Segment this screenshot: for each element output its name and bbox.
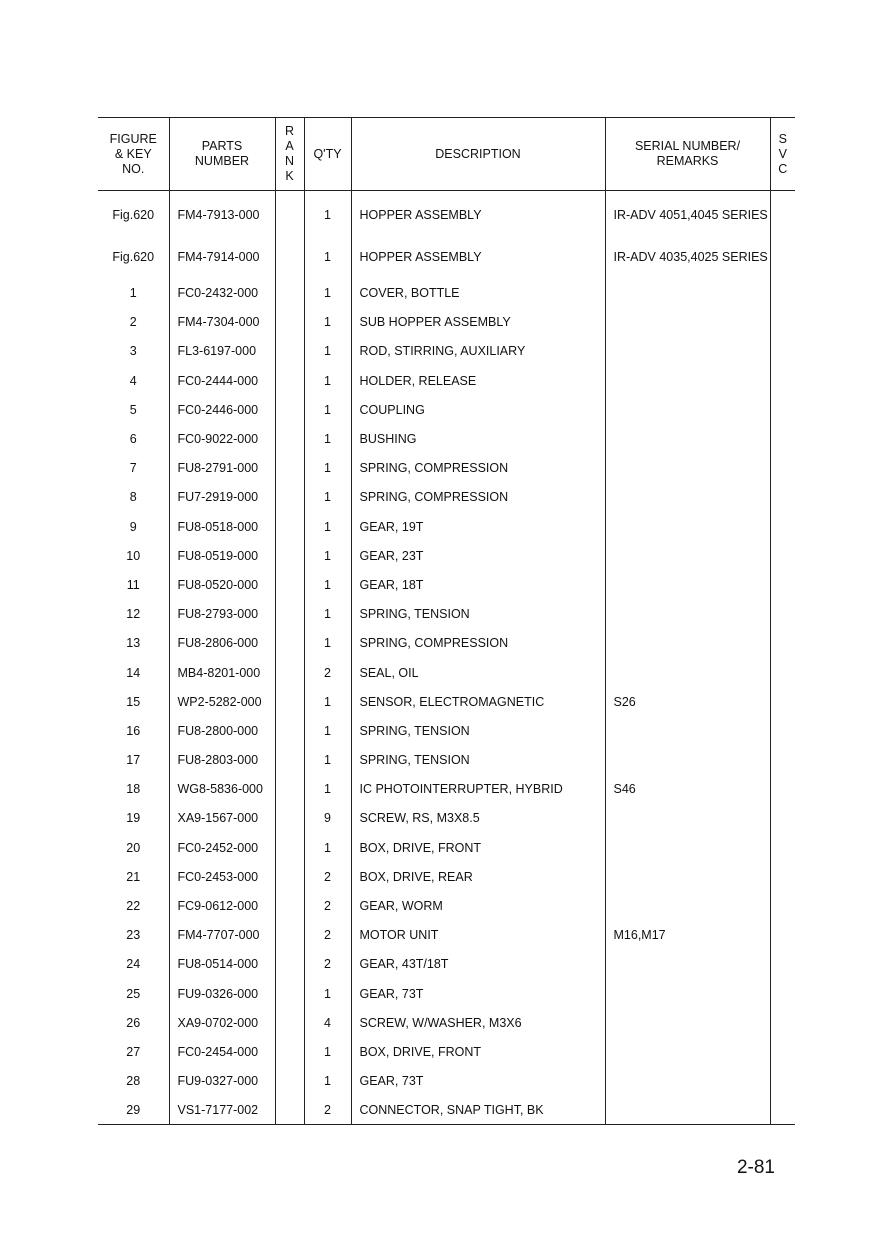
remarks-cell [605, 804, 770, 833]
figure-key-cell: 7 [129, 461, 137, 476]
remarks-cell [605, 483, 770, 512]
description-cell: SPRING, TENSION [351, 746, 605, 775]
header-rank: R A N K [275, 118, 304, 191]
description-cell: HOPPER ASSEMBLY [351, 235, 605, 279]
svc-cell [770, 921, 795, 950]
parts-table [98, 117, 795, 1125]
description-cell: GEAR, WORM [351, 891, 605, 920]
description-cell: BUSHING [351, 424, 605, 453]
part-number-cell: FU8-2793-000 [169, 600, 275, 629]
figure-key-cell: 18 [126, 782, 141, 797]
part-number-cell: FC9-0612-000 [169, 891, 275, 920]
figure-key-cell: 5 [129, 402, 137, 417]
svc-cell [770, 1037, 795, 1066]
figure-key-cell: 17 [126, 753, 141, 768]
rank-cell [275, 1096, 304, 1125]
quantity-cell: 4 [304, 1008, 351, 1037]
table-row [98, 862, 795, 891]
rank-cell [275, 600, 304, 629]
quantity-cell: 1 [304, 716, 351, 745]
description-cell: COVER, BOTTLE [351, 279, 605, 308]
rank-cell [275, 921, 304, 950]
figure-key-cell: 27 [126, 1044, 141, 1059]
rank-cell [275, 337, 304, 366]
figure-key-cell: 28 [126, 1074, 141, 1089]
rank-cell [275, 424, 304, 453]
description-cell: MOTOR UNIT [351, 921, 605, 950]
rank-cell [275, 395, 304, 424]
svc-cell [770, 279, 795, 308]
part-number-cell: MB4-8201-000 [169, 658, 275, 687]
rank-cell [275, 804, 304, 833]
svc-cell [770, 862, 795, 891]
quantity-cell: 1 [304, 687, 351, 716]
table-row [98, 395, 795, 424]
figure-key-cell: 20 [126, 840, 141, 855]
quantity-cell: 1 [304, 366, 351, 395]
remarks-cell [605, 366, 770, 395]
header-qty: Q'TY [304, 118, 351, 191]
table-row [98, 950, 795, 979]
svc-cell [770, 658, 795, 687]
description-cell: GEAR, 18T [351, 570, 605, 599]
remarks-cell [605, 950, 770, 979]
figure-key-cell: 13 [126, 636, 141, 651]
description-cell: GEAR, 73T [351, 1067, 605, 1096]
part-number-cell: FU8-0520-000 [169, 570, 275, 599]
description-cell: GEAR, 73T [351, 979, 605, 1008]
quantity-cell: 1 [304, 191, 351, 235]
table-row [98, 366, 795, 395]
part-number-cell: FC0-2453-000 [169, 862, 275, 891]
quantity-cell: 1 [304, 454, 351, 483]
rank-cell [275, 979, 304, 1008]
figure-key-cell: 6 [129, 432, 137, 447]
part-number-cell: WP2-5282-000 [169, 687, 275, 716]
svc-cell [770, 424, 795, 453]
table-row [98, 746, 795, 775]
table-row [98, 629, 795, 658]
description-cell: SCREW, W/WASHER, M3X6 [351, 1008, 605, 1037]
remarks-cell: M16,M17 [605, 921, 770, 950]
table-row [98, 658, 795, 687]
part-number-cell: FM4-7914-000 [169, 235, 275, 279]
rank-cell [275, 950, 304, 979]
figure-key-cell: 24 [126, 957, 141, 972]
rank-cell [275, 308, 304, 337]
remarks-cell [605, 979, 770, 1008]
quantity-cell: 1 [304, 424, 351, 453]
description-cell: COUPLING [351, 395, 605, 424]
svc-cell [770, 395, 795, 424]
quantity-cell: 1 [304, 1037, 351, 1066]
table-row [98, 191, 795, 235]
description-cell: SPRING, COMPRESSION [351, 454, 605, 483]
rank-cell [275, 235, 304, 279]
table-row [98, 308, 795, 337]
part-number-cell: FC0-2454-000 [169, 1037, 275, 1066]
part-number-cell: VS1-7177-002 [169, 1096, 275, 1125]
quantity-cell: 2 [304, 1096, 351, 1125]
svc-cell [770, 979, 795, 1008]
part-number-cell: XA9-0702-000 [169, 1008, 275, 1037]
header-serial-remarks: SERIAL NUMBER/ REMARKS [605, 118, 770, 191]
svc-cell [770, 746, 795, 775]
rank-cell [275, 541, 304, 570]
description-cell: SPRING, TENSION [351, 600, 605, 629]
description-cell: IC PHOTOINTERRUPTER, HYBRID [351, 775, 605, 804]
part-number-cell: FU8-2806-000 [169, 629, 275, 658]
description-cell: SUB HOPPER ASSEMBLY [351, 308, 605, 337]
figure-key-cell: 9 [129, 519, 137, 534]
figure-key-cell: 15 [126, 694, 141, 709]
svc-cell [770, 716, 795, 745]
figure-key-cell: 25 [126, 986, 141, 1001]
remarks-cell: S26 [605, 687, 770, 716]
table-row [98, 424, 795, 453]
remarks-cell: IR-ADV 4051,4045 SERIES [605, 191, 770, 235]
table-row [98, 804, 795, 833]
figure-key-cell: 1 [129, 286, 137, 301]
quantity-cell: 1 [304, 775, 351, 804]
remarks-cell [605, 891, 770, 920]
table-row [98, 687, 795, 716]
table-row [98, 570, 795, 599]
remarks-cell [605, 716, 770, 745]
figure-key-cell: 29 [98, 1096, 169, 1125]
remarks-cell [605, 629, 770, 658]
figure-key-cell: 22 [126, 899, 141, 914]
description-cell: CONNECTOR, SNAP TIGHT, BK [351, 1096, 605, 1125]
part-number-cell: FU8-2791-000 [169, 454, 275, 483]
svc-cell [770, 600, 795, 629]
table-row [98, 1067, 795, 1096]
rank-cell [275, 1008, 304, 1037]
rank-cell [275, 687, 304, 716]
figure-key-cell: 19 [126, 811, 141, 826]
description-cell: SPRING, TENSION [351, 716, 605, 745]
quantity-cell: 1 [304, 1067, 351, 1096]
remarks-cell: IR-ADV 4035,4025 SERIES [605, 235, 770, 279]
table-row [98, 541, 795, 570]
description-cell: GEAR, 23T [351, 541, 605, 570]
svc-cell [770, 891, 795, 920]
part-number-cell: FL3-6197-000 [169, 337, 275, 366]
table-row [98, 891, 795, 920]
rank-cell [275, 366, 304, 395]
remarks-cell [605, 1037, 770, 1066]
rank-cell [275, 191, 304, 235]
remarks-cell [605, 337, 770, 366]
svc-cell [770, 337, 795, 366]
rank-cell [275, 833, 304, 862]
table-row [98, 833, 795, 862]
rank-cell [275, 279, 304, 308]
svc-cell [770, 235, 795, 279]
page-number: 2-81 [736, 1157, 775, 1178]
svc-cell [770, 191, 795, 235]
figure-key-cell: 11 [126, 577, 140, 592]
header-figure-key-no: FIGURE & KEY NO. [98, 118, 169, 191]
quantity-cell: 9 [304, 804, 351, 833]
rank-cell [275, 512, 304, 541]
svc-cell [770, 570, 795, 599]
part-number-cell: FM4-7913-000 [169, 191, 275, 235]
part-number-cell: FU8-0514-000 [169, 950, 275, 979]
quantity-cell: 1 [304, 600, 351, 629]
figure-key-cell: Fig.620 [112, 207, 155, 222]
description-cell: ROD, STIRRING, AUXILIARY [351, 337, 605, 366]
description-cell: GEAR, 43T/18T [351, 950, 605, 979]
quantity-cell: 1 [304, 279, 351, 308]
table-row [98, 1008, 795, 1037]
remarks-cell [605, 279, 770, 308]
remarks-cell [605, 454, 770, 483]
svc-cell [770, 775, 795, 804]
quantity-cell: 2 [304, 921, 351, 950]
table-row [98, 454, 795, 483]
remarks-cell [605, 512, 770, 541]
quantity-cell: 1 [304, 395, 351, 424]
quantity-cell: 1 [304, 337, 351, 366]
description-cell: BOX, DRIVE, REAR [351, 862, 605, 891]
quantity-cell: 1 [304, 512, 351, 541]
remarks-cell [605, 833, 770, 862]
svc-cell [770, 541, 795, 570]
figure-key-cell: 2 [129, 315, 137, 330]
rank-cell [275, 1037, 304, 1066]
quantity-cell: 2 [304, 862, 351, 891]
quantity-cell: 1 [304, 979, 351, 1008]
figure-key-cell: 16 [126, 723, 141, 738]
remarks-cell [605, 424, 770, 453]
part-number-cell: FC0-2432-000 [169, 279, 275, 308]
svc-cell [770, 512, 795, 541]
figure-key-cell: Fig.620 [112, 249, 155, 264]
part-number-cell: FU8-2803-000 [169, 746, 275, 775]
rank-cell [275, 454, 304, 483]
table-row [98, 279, 795, 308]
remarks-cell [605, 658, 770, 687]
description-cell: SPRING, COMPRESSION [351, 483, 605, 512]
table-body [98, 191, 795, 1125]
rank-cell [275, 891, 304, 920]
quantity-cell: 2 [304, 658, 351, 687]
part-number-cell: FC0-2446-000 [169, 395, 275, 424]
description-cell: HOPPER ASSEMBLY [351, 191, 605, 235]
figure-key-cell: 26 [126, 1015, 141, 1030]
table-row [98, 337, 795, 366]
table-row [98, 1037, 795, 1066]
remarks-cell [605, 1096, 770, 1125]
remarks-cell [605, 600, 770, 629]
table-row [98, 235, 795, 279]
header-svc: S V C [770, 118, 795, 191]
quantity-cell: 1 [304, 629, 351, 658]
table-row [98, 512, 795, 541]
table-row [98, 1096, 795, 1125]
table-row [98, 483, 795, 512]
table-row [98, 921, 795, 950]
figure-key-cell: 4 [129, 373, 137, 388]
part-number-cell: FU8-0519-000 [169, 541, 275, 570]
part-number-cell: FC0-2444-000 [169, 366, 275, 395]
quantity-cell: 1 [304, 235, 351, 279]
description-cell: SCREW, RS, M3X8.5 [351, 804, 605, 833]
part-number-cell: FC0-9022-000 [169, 424, 275, 453]
header-description: DESCRIPTION [351, 118, 605, 191]
svc-cell [770, 308, 795, 337]
part-number-cell: FU9-0327-000 [169, 1067, 275, 1096]
remarks-cell: S46 [605, 775, 770, 804]
rank-cell [275, 658, 304, 687]
remarks-cell [605, 570, 770, 599]
rank-cell [275, 483, 304, 512]
quantity-cell: 2 [304, 950, 351, 979]
remarks-cell [605, 1067, 770, 1096]
svc-cell [770, 629, 795, 658]
part-number-cell: WG8-5836-000 [169, 775, 275, 804]
description-cell: SPRING, COMPRESSION [351, 629, 605, 658]
svc-cell [770, 454, 795, 483]
figure-key-cell: 14 [126, 665, 141, 680]
rank-cell [275, 570, 304, 599]
rank-cell [275, 1067, 304, 1096]
table-header [98, 118, 795, 191]
svc-cell [770, 804, 795, 833]
remarks-cell [605, 862, 770, 891]
figure-key-cell: 3 [129, 344, 137, 359]
svc-cell [770, 1096, 795, 1125]
part-number-cell: FM4-7707-000 [169, 921, 275, 950]
description-cell: BOX, DRIVE, FRONT [351, 1037, 605, 1066]
rank-cell [275, 775, 304, 804]
part-number-cell: FC0-2452-000 [169, 833, 275, 862]
svc-cell [770, 1067, 795, 1096]
description-cell: BOX, DRIVE, FRONT [351, 833, 605, 862]
quantity-cell: 1 [304, 833, 351, 862]
figure-key-cell: 8 [129, 490, 137, 505]
remarks-cell [605, 395, 770, 424]
quantity-cell: 1 [304, 483, 351, 512]
remarks-cell [605, 308, 770, 337]
figure-key-cell: 12 [126, 607, 141, 622]
part-number-cell: FM4-7304-000 [169, 308, 275, 337]
rank-cell [275, 629, 304, 658]
svc-cell [770, 950, 795, 979]
svc-cell [770, 483, 795, 512]
description-cell: SEAL, OIL [351, 658, 605, 687]
svc-cell [770, 366, 795, 395]
description-cell: GEAR, 19T [351, 512, 605, 541]
remarks-cell [605, 1008, 770, 1037]
figure-key-cell: 23 [126, 928, 141, 943]
header-parts-number: PARTS NUMBER [169, 118, 275, 191]
quantity-cell: 2 [304, 891, 351, 920]
description-cell: SENSOR, ELECTROMAGNETIC [351, 687, 605, 716]
quantity-cell: 1 [304, 308, 351, 337]
part-number-cell: FU8-0518-000 [169, 512, 275, 541]
table-row [98, 775, 795, 804]
rank-cell [275, 746, 304, 775]
table-row [98, 716, 795, 745]
svc-cell [770, 833, 795, 862]
part-number-cell: FU7-2919-000 [169, 483, 275, 512]
figure-key-cell: 21 [126, 869, 141, 884]
rank-cell [275, 716, 304, 745]
remarks-cell [605, 746, 770, 775]
rank-cell [275, 862, 304, 891]
part-number-cell: XA9-1567-000 [169, 804, 275, 833]
quantity-cell: 1 [304, 570, 351, 599]
quantity-cell: 1 [304, 541, 351, 570]
part-number-cell: FU9-0326-000 [169, 979, 275, 1008]
table-row [98, 979, 795, 1008]
svc-cell [770, 687, 795, 716]
figure-key-cell: 10 [126, 548, 141, 563]
part-number-cell: FU8-2800-000 [169, 716, 275, 745]
table-row [98, 600, 795, 629]
quantity-cell: 1 [304, 746, 351, 775]
svc-cell [770, 1008, 795, 1037]
remarks-cell [605, 541, 770, 570]
description-cell: HOLDER, RELEASE [351, 366, 605, 395]
